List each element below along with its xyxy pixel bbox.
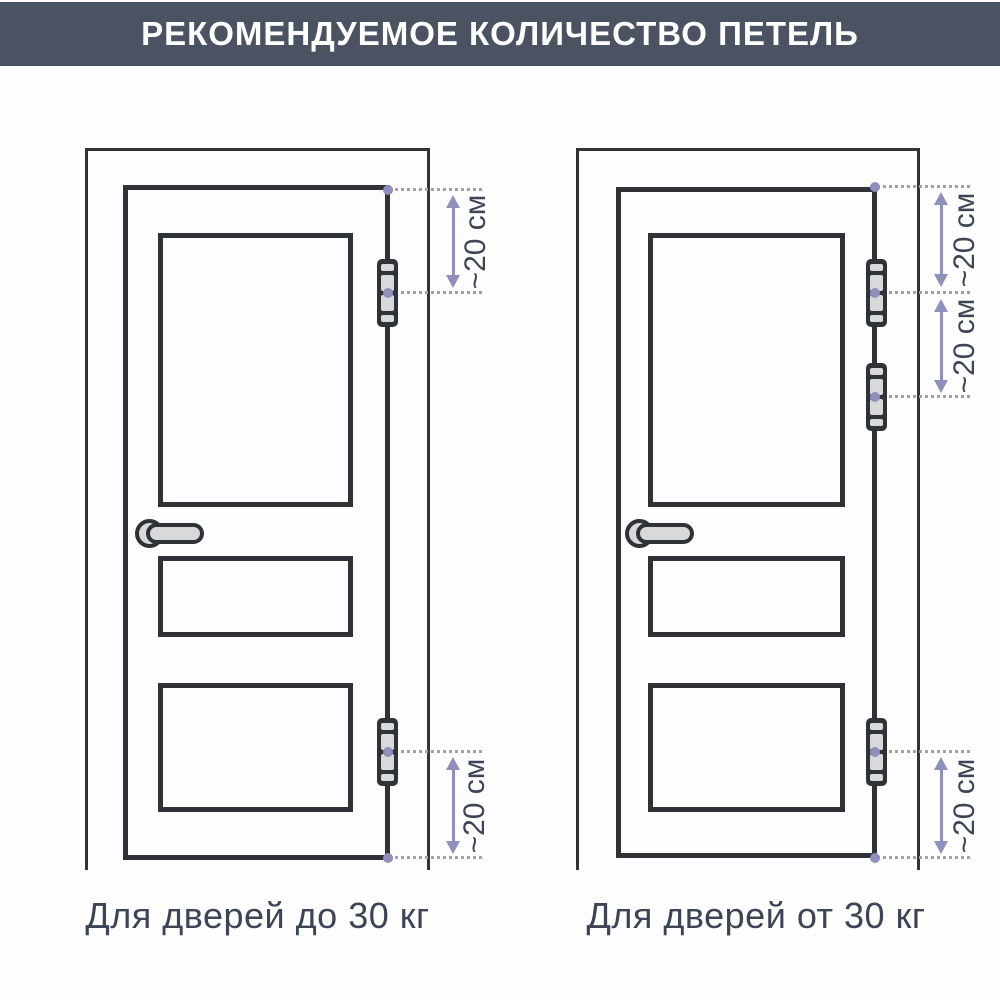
door-panel-middle bbox=[648, 556, 845, 637]
leader-line bbox=[877, 185, 970, 188]
door-panel-top bbox=[158, 233, 353, 507]
anchor-dot bbox=[383, 185, 393, 195]
leader-line bbox=[390, 750, 482, 753]
page-title: РЕКОМЕНДУЕМОЕ КОЛИЧЕСТВО ПЕТЕЛЬ bbox=[141, 15, 859, 52]
anchor-dot bbox=[383, 747, 393, 757]
anchor-dot bbox=[870, 747, 880, 757]
dimension-label: ~20 см bbox=[948, 758, 981, 854]
dimension-arrow bbox=[933, 757, 949, 854]
dimension-arrow bbox=[933, 299, 949, 393]
leader-line bbox=[390, 856, 482, 859]
anchor-dot bbox=[870, 288, 880, 298]
figure-caption: Для дверей от 30 кг bbox=[586, 895, 926, 936]
leader-line bbox=[877, 395, 970, 398]
door-panel-top bbox=[648, 233, 845, 507]
figure-caption: Для дверей до 30 кг bbox=[85, 895, 430, 936]
leader-line bbox=[877, 750, 970, 753]
anchor-dot bbox=[870, 182, 880, 192]
leader-line bbox=[390, 188, 482, 191]
handle-lever bbox=[146, 523, 204, 544]
dimension-label: ~20 см bbox=[948, 298, 981, 394]
handle-lever bbox=[636, 523, 694, 544]
door-panel-bottom bbox=[648, 683, 845, 812]
leader-line bbox=[877, 291, 970, 294]
dimension-label: ~20 см bbox=[458, 758, 491, 854]
dimension-label: ~20 см bbox=[948, 192, 981, 288]
door-panel-middle bbox=[158, 556, 353, 637]
dimension-label: ~20 см bbox=[459, 194, 492, 290]
dimension-arrow bbox=[933, 192, 949, 287]
leader-line bbox=[877, 856, 970, 859]
title-bar bbox=[0, 2, 1000, 66]
door-panel-bottom bbox=[158, 683, 353, 812]
anchor-dot bbox=[383, 853, 393, 863]
anchor-dot bbox=[870, 853, 880, 863]
anchor-dot bbox=[383, 288, 393, 298]
anchor-dot bbox=[870, 392, 880, 402]
leader-line bbox=[390, 291, 482, 294]
